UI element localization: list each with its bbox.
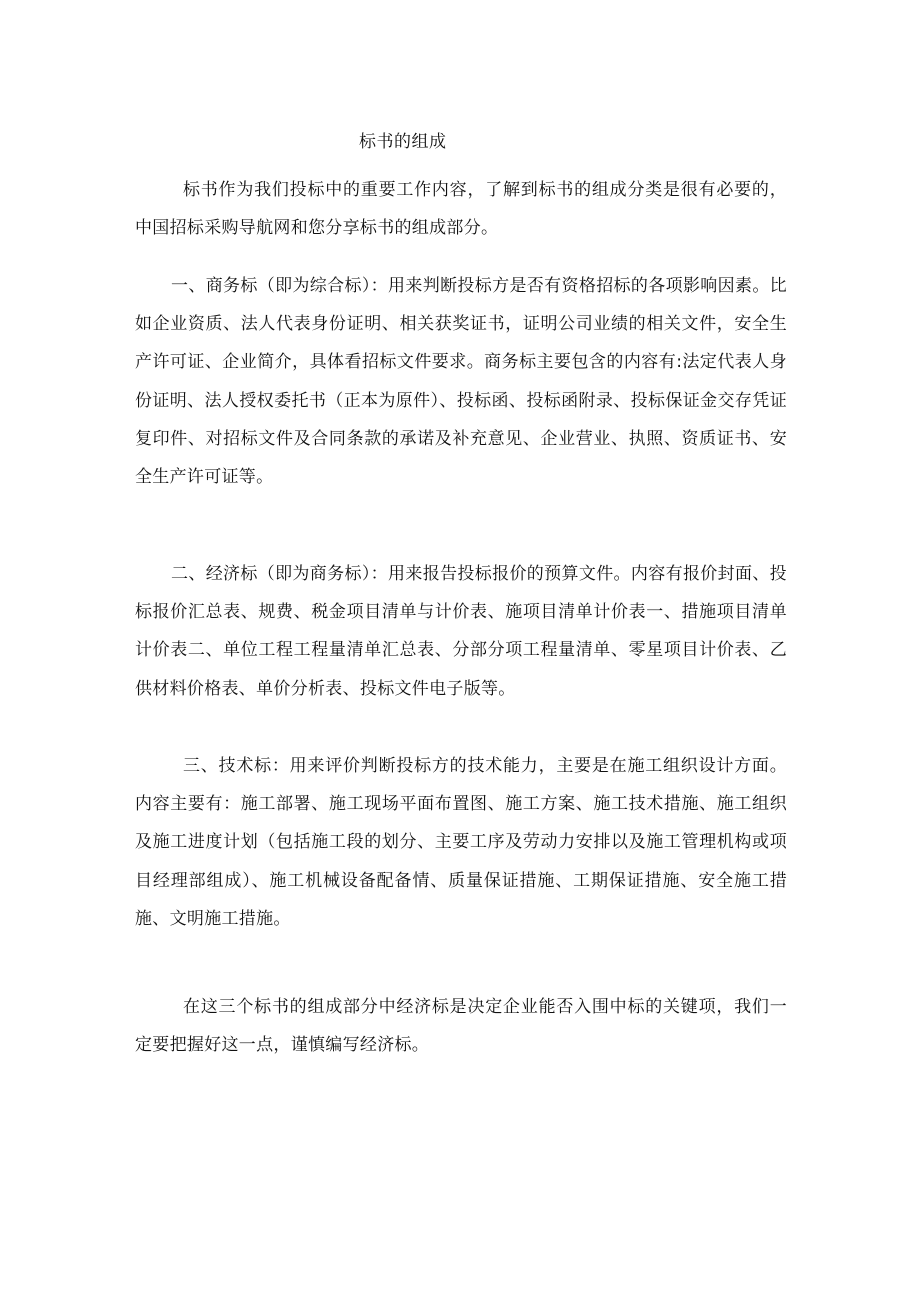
business-bid-paragraph: 一、商务标（即为综合标）：用来判断投标方是否有资格招标的各项影响因素。比如企业资质、法人代表身份证明、相关获奖证书，证明公司业绩的相关文件，安全生产许可证、企业简介，具体看招标文件要求。商务标主要包含的内容有:法定代表人身份证明、法人授权委托书（正本为原件）、投标函、投标函附录、投标保证金交存凭证复印件、对招标文件及合同条款的承诺及补充意见、企业营业、执照、资质证书、安全生产许可证等。 xyxy=(135,276,787,488)
technical-bid-paragraph: 三、技术标：用来评价判断投标方的技术能力，主要是在施工组织设计方面。内容主要有：施工部署、施工现场平面布置图、施工方案、施工技术措施、施工组织及施工进度计划（包括施工段的划分、主要工序及劳动力安排以及施工管理机构或项目经理部组成）、施工机械设备配备情、质量保证措施、工期保证措施、安全施工措施、文明施工措施。 xyxy=(135,756,787,929)
intro-paragraph: 标书作为我们投标中的重要工作内容，了解到标书的组成分类是很有必要的，中国招标采购导航网和您分享标书的组成部分。 xyxy=(135,180,787,239)
economic-bid-paragraph: 二、经济标（即为商务标）：用来报告投标报价的预算文件。内容有报价封面、投标报价汇总表、规费、税金项目清单与计价表、施项目清单计价表一、措施项目清单计价表二、单位工程工程量清单汇总表、分部分项工程量清单、零星项目计价表、乙供材料价格表、单价分析表、投标文件电子版等。 xyxy=(135,564,787,699)
document-title: 标书的组成 xyxy=(359,132,447,152)
conclusion-paragraph: 在这三个标书的组成部分中经济标是决定企业能否入围中标的关键项，我们一定要把握好这一点，谨慎编写经济标。 xyxy=(135,997,787,1056)
